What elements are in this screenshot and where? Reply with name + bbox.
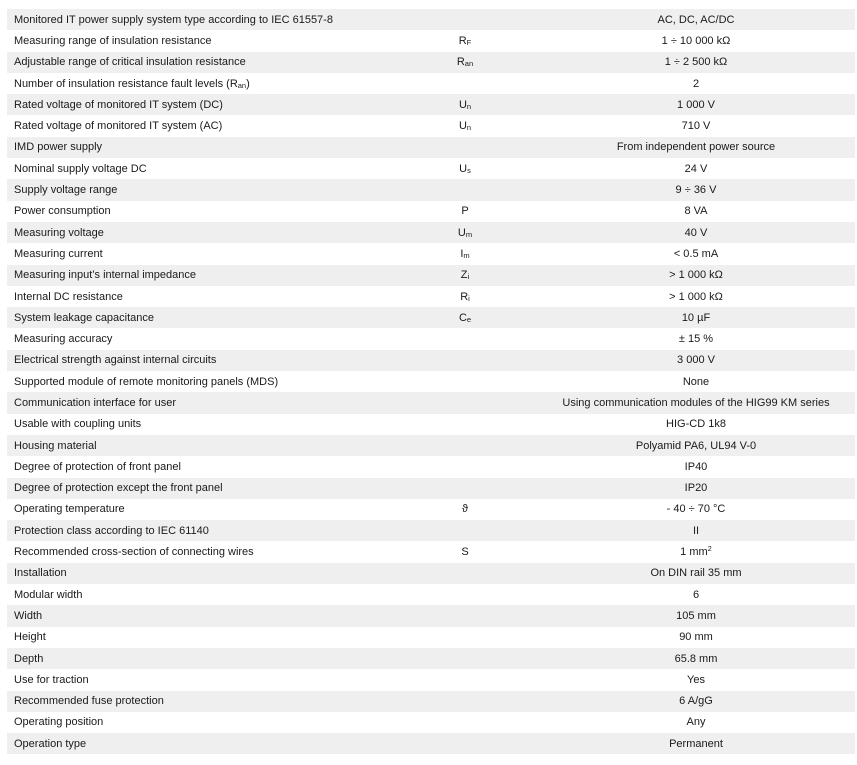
parameter-name: Adjustable range of critical insulation resistance [14, 56, 246, 69]
parameter-value: 24 V [684, 162, 708, 175]
table-row [7, 52, 855, 73]
parameter-value: IP20 [684, 482, 708, 495]
parameter-symbol: $Z_i$ [460, 269, 470, 282]
parameter-symbol: $R_i$ [460, 290, 470, 303]
parameter-value: Yes [687, 673, 705, 686]
parameter-name: Measuring current [14, 247, 103, 260]
parameter-value: 3 000 V [677, 354, 715, 367]
parameter-value: 9 ÷ 36 V [675, 184, 717, 197]
parameter-symbol: $U_m$ [457, 226, 473, 239]
parameter-name: Measuring voltage [14, 226, 104, 239]
parameter-name: Usable with coupling units [14, 418, 142, 431]
table-row [7, 137, 855, 158]
table-row [7, 286, 855, 307]
table-row [7, 499, 855, 520]
table-row [7, 265, 855, 286]
parameter-value: 10 µF [681, 311, 711, 324]
parameter-name: Operating temperature [14, 503, 125, 516]
parameter-value: 6 [692, 588, 700, 601]
table-row [7, 73, 855, 94]
parameter-value: - 40 ÷ 70 °C [666, 503, 726, 516]
table-row [7, 669, 855, 690]
parameter-symbol: $I_m$ [460, 247, 470, 260]
parameter-name: Number of insulation resistance fault levels $(R_{an})$ [14, 77, 250, 90]
parameter-name: Use for traction [14, 673, 89, 686]
parameter-value: AC, DC, AC/DC [657, 13, 735, 26]
table-row [7, 520, 855, 541]
parameter-symbol: ϑ [461, 503, 468, 516]
parameter-name: Installation [14, 567, 67, 580]
parameter-value: 1 ÷ 2 500 kΩ [664, 56, 728, 69]
parameter-value: 40 V [684, 226, 708, 239]
table-row [7, 94, 855, 115]
parameter-value: 1 ÷ 10 000 kΩ [661, 34, 731, 47]
parameter-name: IMD power supply [14, 141, 103, 154]
table-row [7, 584, 855, 605]
parameter-value: 6 A/gG [679, 695, 713, 708]
parameter-name: Measuring input’s internal impedance [14, 269, 197, 282]
parameter-name: Power consumption [14, 205, 111, 218]
parameter-value: None [682, 375, 710, 388]
table-row [7, 733, 855, 754]
parameter-value: Using communication modules of the HIG99 KM series [562, 396, 830, 409]
table-row [7, 350, 855, 371]
parameter-name: Rated voltage of monitored IT system (AC) [14, 120, 223, 133]
parameter-name: Operation type [14, 737, 87, 750]
parameter-name: Operating position [14, 716, 104, 729]
parameter-name: Internal DC resistance [14, 290, 123, 303]
parameter-name: Measuring accuracy [14, 333, 113, 346]
parameter-value: On DIN rail 35 mm [650, 567, 742, 580]
parameter-value: 2 [692, 77, 700, 90]
table-row [7, 30, 855, 51]
table-row [7, 435, 855, 456]
table-row [7, 201, 855, 222]
table-row [7, 328, 855, 349]
table-row [7, 158, 855, 179]
parameter-value: HIG-CD 1k8 [666, 418, 726, 431]
table-row [7, 541, 855, 562]
parameter-value: Permanent [669, 737, 723, 750]
table-row [7, 605, 855, 626]
parameter-value: 90 mm [679, 631, 713, 644]
parameter-name: Supply voltage range [14, 184, 118, 197]
parameter-name: Degree of protection except the front panel [14, 482, 223, 495]
spec-table [7, 9, 855, 754]
table-row [7, 627, 855, 648]
table-row [7, 307, 855, 328]
parameter-name: System leakage capacitance [14, 311, 155, 324]
parameter-symbol: S [461, 546, 469, 559]
parameter-value: IP40 [684, 460, 708, 473]
table-row [7, 179, 855, 200]
parameter-name: Measuring range of insulation resistance [14, 34, 212, 47]
table-row [7, 456, 855, 477]
parameter-value: 710 V [681, 120, 711, 133]
parameter-name: Supported module of remote monitoring panels (MDS) [14, 375, 279, 388]
parameter-name: Recommended fuse protection [14, 695, 164, 708]
parameter-value: < 0.5 mA [673, 247, 719, 260]
parameter-value: 65.8 mm [674, 652, 718, 665]
parameter-value: 1 000 V [677, 98, 715, 111]
parameter-name: Nominal supply voltage DC [14, 162, 147, 175]
parameter-value: > 1 000 kΩ [669, 290, 723, 303]
parameter-symbol: $U_n$ [458, 120, 472, 133]
parameter-name: Depth [14, 652, 44, 665]
parameter-value: Polyamid PA6, UL94 V-0 [635, 439, 757, 452]
table-row [7, 392, 855, 413]
parameter-value: > 1 000 kΩ [669, 269, 723, 282]
parameter-name: Housing material [14, 439, 97, 452]
parameter-name: Monitored IT power supply system type according to IEC 61557-8 [14, 13, 333, 26]
parameter-value: From independent power source [616, 141, 776, 154]
parameter-value: 8 VA [684, 205, 708, 218]
parameter-name: Modular width [14, 588, 83, 601]
parameter-symbol: $U_n$ [458, 98, 472, 111]
parameter-symbol: P [461, 205, 469, 218]
table-row [7, 371, 855, 392]
table-row [7, 563, 855, 584]
table-row [7, 648, 855, 669]
parameter-name: Width [14, 609, 43, 622]
parameter-name: Rated voltage of monitored IT system (DC) [14, 98, 223, 111]
parameter-name: Recommended cross-section of connecting wires [14, 546, 254, 559]
parameter-symbol: $R_F$ [458, 34, 472, 47]
parameter-symbol: $U_s$ [459, 162, 471, 175]
parameter-value: 1 $mm^2$ [680, 544, 712, 559]
parameter-value: Any [686, 716, 706, 729]
parameter-name: Communication interface for user [14, 396, 177, 409]
table-row [7, 243, 855, 264]
parameter-symbol: $C_e$ [458, 311, 472, 324]
parameter-name: Protection class according to IEC 61140 [14, 524, 209, 537]
parameter-symbol: $R_{an}$ [456, 56, 474, 69]
parameter-name: Electrical strength against internal circuits [14, 354, 217, 367]
table-row [7, 115, 855, 136]
parameter-name: Height [14, 631, 46, 644]
parameter-value: ± 15 % [678, 333, 714, 346]
table-row [7, 222, 855, 243]
parameter-value: 105 mm [676, 609, 716, 622]
table-row [7, 712, 855, 733]
parameter-value: II [692, 524, 700, 537]
parameter-name: Degree of protection of front panel [14, 460, 181, 473]
table-row [7, 691, 855, 712]
table-row [7, 9, 855, 30]
table-row [7, 414, 855, 435]
table-row [7, 478, 855, 499]
